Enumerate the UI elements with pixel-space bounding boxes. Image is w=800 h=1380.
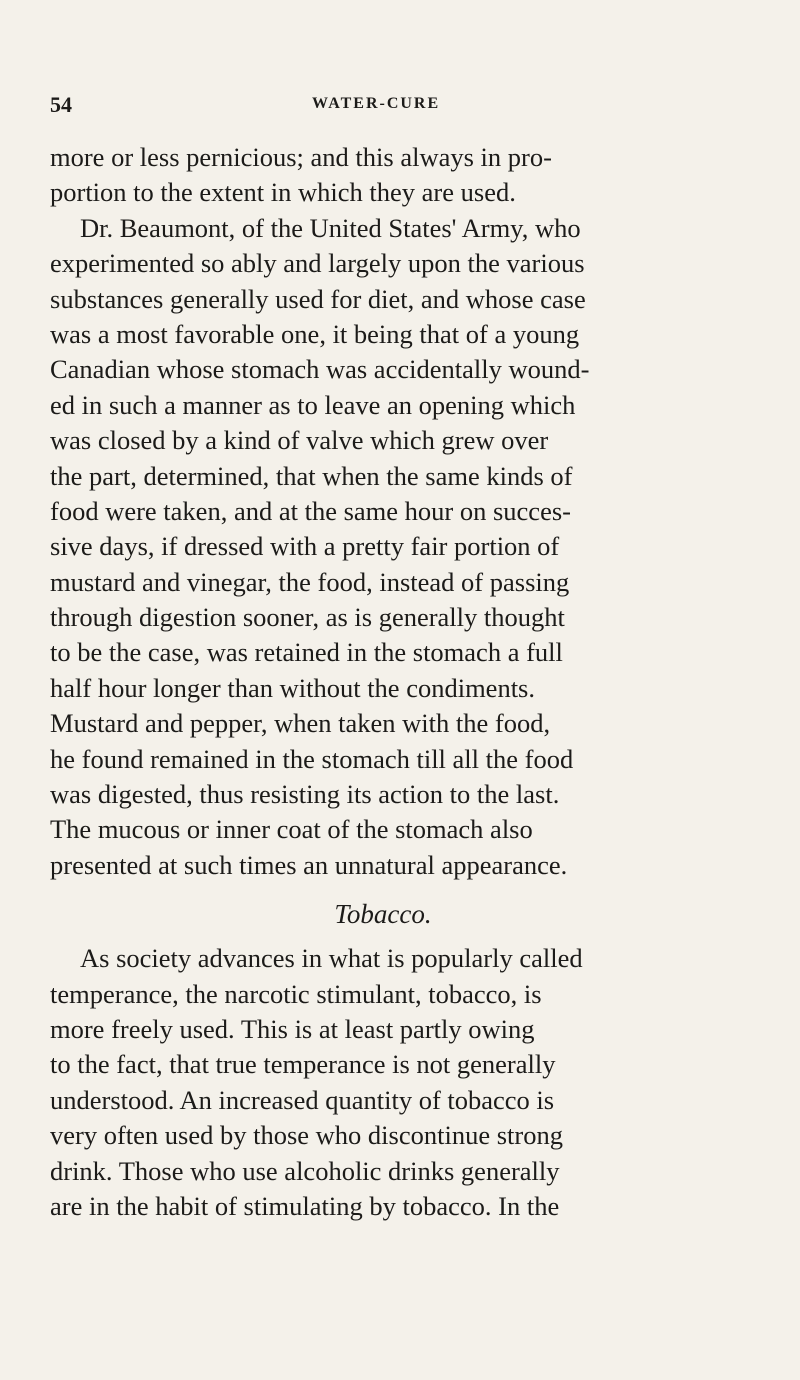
section-heading: Tobacco.	[334, 899, 432, 930]
paragraph-1	[50, 140, 716, 211]
text-line: experimented so ably and largely upon the various	[50, 248, 585, 279]
text-line: understood. An increased quantity of tobacco is	[50, 1084, 555, 1115]
text-line: the part, determined, that when the same kinds of	[50, 460, 573, 491]
text-line: portion to the extent in which they are used.	[50, 177, 516, 208]
text-line: drink. Those who use alcoholic drinks generally	[50, 1155, 560, 1186]
paragraph-2	[50, 211, 716, 883]
text-line: food were taken, and at the same hour on succes-	[50, 495, 571, 526]
text-line: more freely used. This is at least partly owing	[50, 1013, 535, 1044]
paragraph-3	[50, 941, 716, 1224]
text-line: are in the habit of stimulating by tobacco. In the	[50, 1190, 560, 1221]
text-line: temperance, the narcotic stimulant, tobacco, is	[50, 978, 542, 1009]
text-line: very often used by those who discontinue strong	[50, 1120, 563, 1151]
body-text	[50, 140, 716, 1224]
running-title: WATER-CURE	[312, 95, 441, 112]
text-line: ed in such a manner as to leave an opening which	[50, 389, 576, 420]
text-line: through digestion sooner, as is generally thought	[50, 602, 565, 633]
text-line: Canadian whose stomach was accidentally wound-	[50, 354, 590, 385]
text-line: to the fact, that true temperance is not generally	[50, 1049, 556, 1080]
text-line: Dr. Beaumont, of the United States' Army, who	[80, 212, 581, 243]
text-line: he found remained in the stomach till all the food	[50, 743, 574, 774]
text-line: sive days, if dressed with a pretty fair portion of	[50, 531, 560, 562]
page-number: 54	[50, 92, 72, 117]
text-line: Mustard and pepper, when taken with the food,	[50, 708, 551, 739]
text-line: substances generally used for diet, and whose case	[50, 283, 586, 314]
text-line: more or less pernicious; and this always in pro-	[50, 142, 552, 172]
running-head	[50, 92, 720, 122]
text-line: to be the case, was retained in the stomach a full	[50, 637, 563, 668]
text-line: presented at such times an unnatural appearance.	[50, 849, 568, 880]
text-line: half hour longer than without the condiments.	[50, 672, 535, 703]
text-line: was closed by a kind of valve which grew over	[50, 425, 549, 456]
text-line: As society advances in what is popularly called	[80, 943, 583, 974]
text-line: mustard and vinegar, the food, instead of passing	[50, 566, 570, 597]
text-line: The mucous or inner coat of the stomach also	[50, 814, 533, 845]
text-line: was digested, thus resisting its action to the last.	[50, 779, 560, 810]
text-line: was a most favorable one, it being that of a young	[50, 318, 580, 349]
